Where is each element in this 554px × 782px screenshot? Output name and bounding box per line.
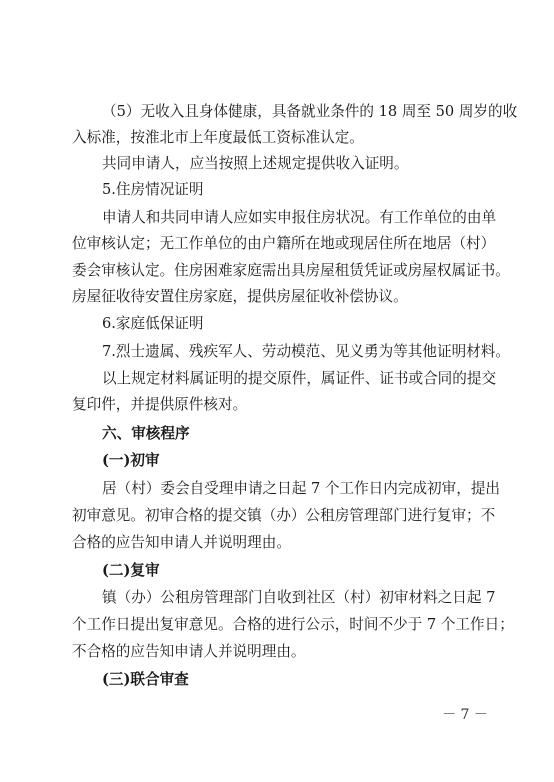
text-line: 个工作日提出复审意见。合格的进行公示，时间不少于 7 个工作日； bbox=[72, 616, 514, 633]
text-line: 复印件，并提供原件核对。 bbox=[72, 396, 248, 413]
subsection-heading: (三)联合审查 bbox=[102, 671, 189, 688]
text-line: 以上规定材料属证明的提交原件，属证件、证书或合同的提交 bbox=[102, 370, 497, 387]
section-heading: 6.家庭低保证明 bbox=[102, 315, 204, 332]
text-line: 入标准，按淮北市上年度最低工资标准认定。 bbox=[72, 129, 364, 146]
subsection-heading: (二)复审 bbox=[102, 562, 160, 579]
text-line: 初审意见。初审合格的提交镇（办）公租房管理部门进行复审；不 bbox=[72, 507, 496, 524]
text-line: 合格的应告知申请人并说明理由。 bbox=[72, 534, 291, 551]
chapter-heading: 六、审核程序 bbox=[102, 425, 190, 442]
text-line: 共同申请人，应当按照上述规定提供收入证明。 bbox=[102, 155, 409, 172]
text-line: 位审核认定；无工作单位的由户籍所在地或现居住所在地居（村） bbox=[72, 235, 496, 252]
text-line: 申请人和共同申请人应如实申报住房状况。有工作单位的由单 bbox=[102, 209, 497, 226]
text-line: 房屋征收待安置住房家庭，提供房屋征收补偿协议。 bbox=[72, 288, 408, 305]
text-line: 委会审核认定。住房困难家庭需出具房屋租赁凭证或房屋权属证书。 bbox=[72, 262, 510, 279]
section-heading: 5.住房情况证明 bbox=[102, 181, 204, 198]
subsection-heading: (一)初审 bbox=[102, 452, 160, 469]
page-number: － 7 － bbox=[442, 707, 488, 723]
text-line: 7.烈士遗属、残疾军人、劳动模范、见义勇为等其他证明材料。 bbox=[102, 343, 510, 360]
text-line: 居（村）委会自受理申请之日起 7 个工作日内完成初审，提出 bbox=[102, 480, 501, 497]
text-line: 不合格的应告知申请人并说明理由。 bbox=[72, 643, 306, 660]
text-line: （5）无收入且身体健康，具备就业条件的 18 周至 50 周岁的收 bbox=[102, 103, 518, 120]
text-line: 镇（办）公租房管理部门自收到社区（村）初审材料之日起 7 bbox=[102, 589, 496, 606]
